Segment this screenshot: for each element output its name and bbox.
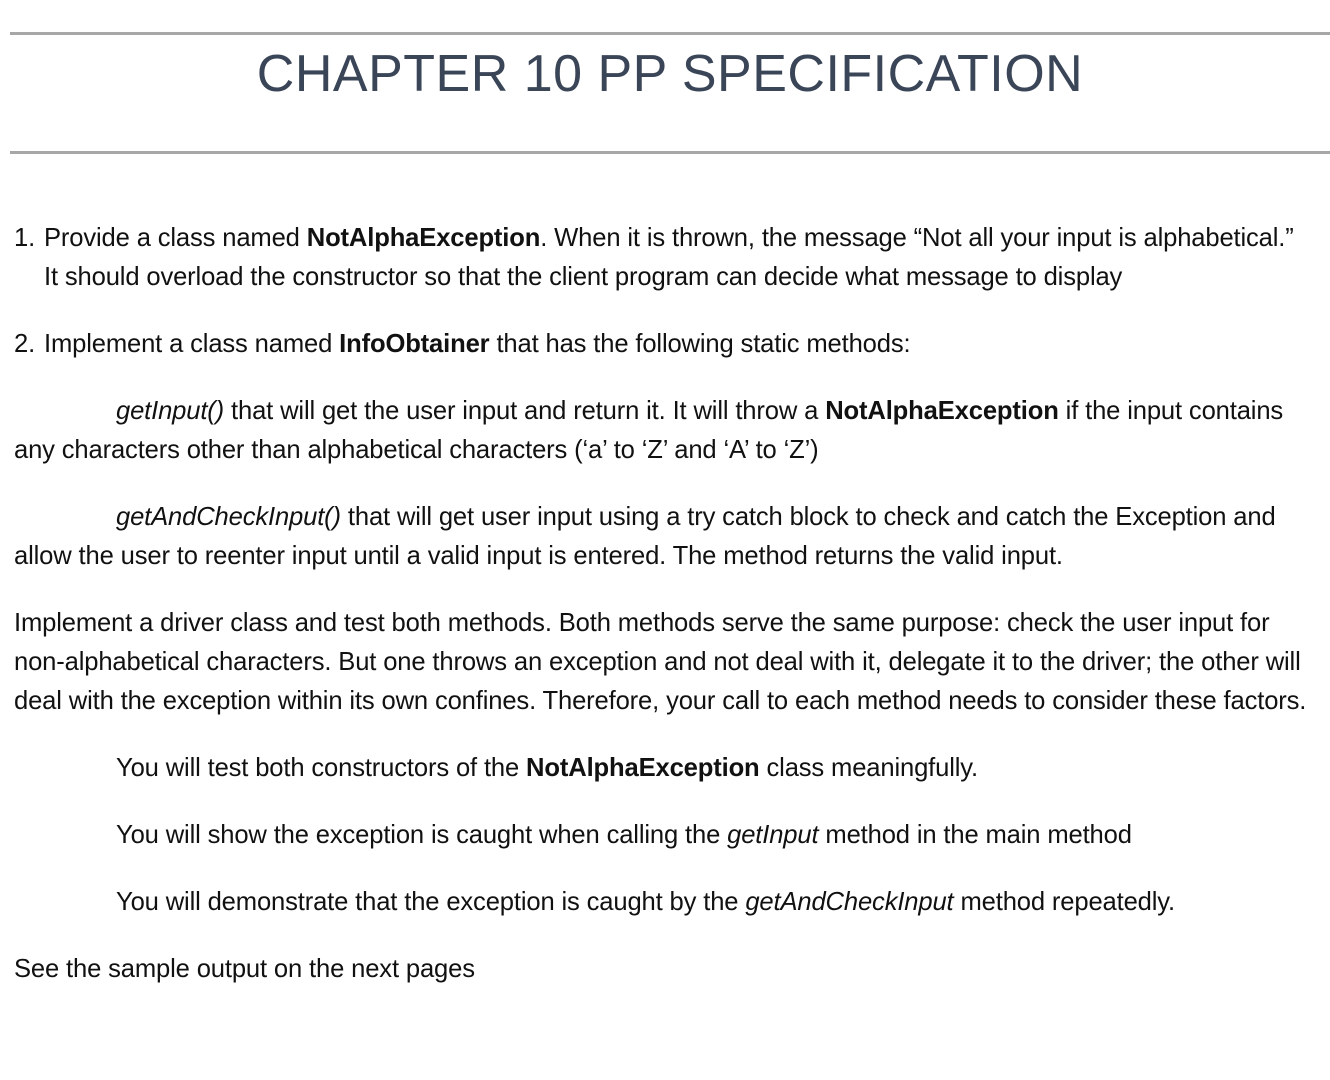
text-run: You will show the exception is caught when calling the [116, 821, 728, 849]
class-name-notalphaexception: NotAlphaException [306, 224, 541, 252]
list-item-text [44, 219, 1314, 297]
requirement-constructors [14, 749, 1314, 788]
requirement-getandcheckinput-repeated [14, 883, 1314, 922]
method-name-getandcheckinput: getAndCheckInput [745, 888, 954, 916]
method-getinput-description [14, 392, 1314, 470]
list-item-2 [14, 325, 1314, 364]
method-name-getinput: getInput [727, 821, 819, 849]
text-run: Implement a class named [44, 330, 340, 358]
text-run: You will test both constructors of the [116, 754, 527, 782]
list-number: 2. [14, 330, 36, 358]
text-run: Provide a class named [44, 224, 307, 252]
document-body [14, 219, 1314, 989]
text-run: that has the following static methods: [489, 330, 911, 358]
text-run: . When it is thrown, the message “Not all your input is alphabetical.” It should overload the constructor so that the client program can decide what message to display [44, 224, 1294, 291]
text-run: that will get the user input and return it. It will throw a [224, 397, 826, 425]
list-item-1 [14, 219, 1314, 297]
requirement-getinput-caught [14, 816, 1314, 855]
top-divider [10, 32, 1330, 35]
list-item-text [44, 325, 1314, 364]
driver-paragraph: Implement a driver class and test both methods. Both methods serve the same purpose: check the user input for non-alphabetical characters. But one throws an exception and not deal with it, delegate it to the driver; the other will deal with the exception within its own confines. Therefore, your call to each method needs to consider these factors. [14, 609, 1307, 715]
text-run: class meaningfully. [759, 754, 978, 782]
text-run: if the input contains any characters other than alphabetical characters (‘a’ to ‘Z’ and ‘A’ to ‘Z’) [14, 397, 1284, 464]
bottom-divider [10, 151, 1330, 154]
text-run: that will get user input using a try catch block to check and catch the Exception and allow the user to reenter input until a valid input is entered. The method returns the valid input. [14, 503, 1276, 570]
text-run: You will demonstrate that the exception is caught by the [116, 888, 746, 916]
method-name-getinput: getInput() [116, 397, 225, 425]
text-run: method in the main method [818, 821, 1132, 849]
footer-note: See the sample output on the next pages [14, 955, 475, 983]
list-number: 1. [14, 224, 36, 252]
method-getandcheckinput-description [14, 498, 1314, 576]
class-name-notalphaexception: NotAlphaException [825, 397, 1059, 425]
class-name-notalphaexception: NotAlphaException [526, 754, 760, 782]
method-name-getandcheckinput: getAndCheckInput() [116, 503, 341, 531]
text-run: method repeatedly. [953, 888, 1175, 916]
page-title: CHAPTER 10 PP SPECIFICATION [256, 45, 1084, 103]
class-name-infoobtainer: InfoObtainer [339, 330, 490, 358]
